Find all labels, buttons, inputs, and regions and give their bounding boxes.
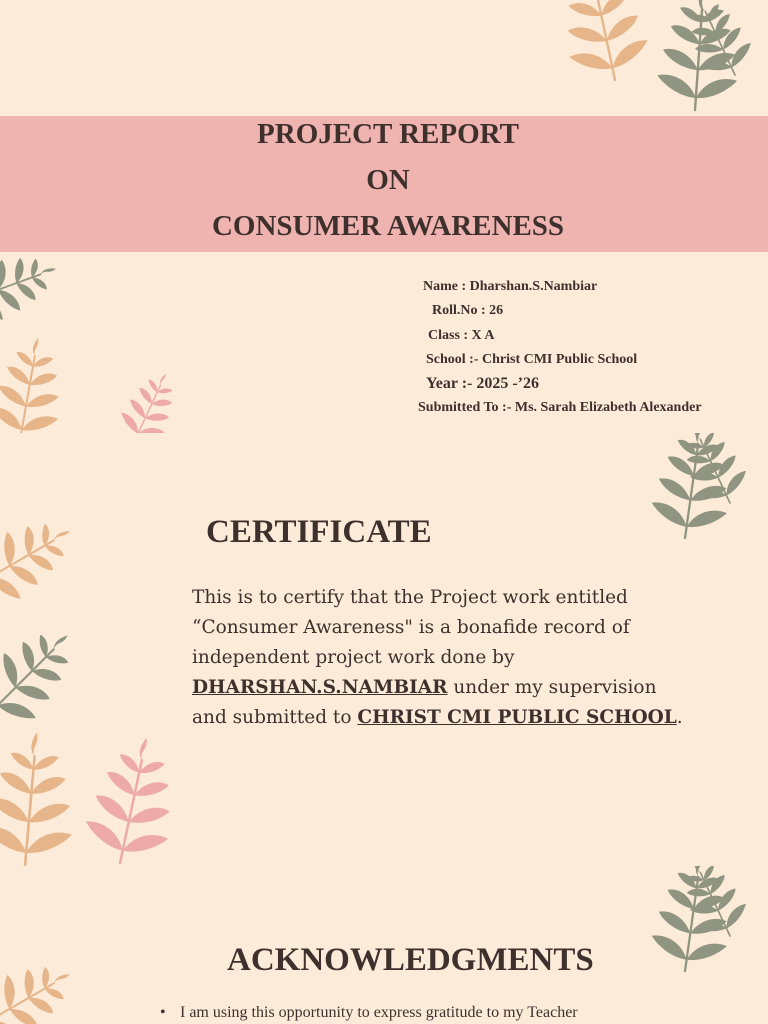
school-name-underlined: CHRIST CMI PUBLIC SCHOOL bbox=[357, 707, 677, 728]
certificate-line-1: This is to certify that the Project work entitled bbox=[192, 587, 628, 608]
leaf-branch-icon bbox=[80, 713, 160, 866]
leaf-branch-icon bbox=[0, 493, 110, 593]
leaf-branch-icon bbox=[650, 0, 768, 120]
report-title-line-3: CONSUMER AWARENESS bbox=[211, 210, 565, 242]
certificate-line-3: independent project work done by bbox=[192, 647, 515, 668]
student-name: Name : Dharshan.S.Nambiar bbox=[423, 279, 598, 294]
year-info: Year :- 2025 -’26 bbox=[426, 375, 540, 392]
certificate-line-5 bbox=[192, 707, 683, 728]
leaf-branch-icon bbox=[650, 866, 768, 986]
leaf-branch-icon bbox=[0, 330, 90, 433]
acknowledgment-item bbox=[160, 1004, 578, 1022]
bullet-icon: • bbox=[160, 1004, 166, 1021]
certificate-line-5-suffix: . bbox=[676, 707, 683, 728]
report-title-line-2: ON bbox=[366, 164, 410, 196]
class-info: Class : X A bbox=[428, 328, 495, 343]
roll-number: Roll.No : 26 bbox=[432, 303, 504, 318]
certificate-line-4 bbox=[192, 677, 657, 698]
acknowledgment-text: I am using this opportunity to express gratitude to my Teacher bbox=[180, 1004, 578, 1021]
cover-slide bbox=[0, 0, 768, 433]
leaf-branch-icon bbox=[95, 370, 175, 433]
leaf-branch-icon bbox=[0, 936, 110, 1024]
leaf-branch-icon bbox=[650, 433, 768, 553]
submitted-to: Submitted To :- Ms. Sarah Elizabeth Alexander bbox=[418, 400, 702, 415]
certificate-line-5-prefix: and submitted to bbox=[192, 707, 358, 728]
student-name-underlined: DHARSHAN.S.NAMBIAR bbox=[192, 677, 448, 698]
leaf-branch-icon bbox=[0, 603, 90, 723]
certificate-heading: CERTIFICATE bbox=[206, 514, 432, 550]
certificate-line-4-suffix: under my supervision bbox=[447, 677, 657, 698]
certificate-line-2: “Consumer Awareness" is a bonafide record of bbox=[192, 617, 630, 638]
acknowledgments-heading: ACKNOWLEDGMENTS bbox=[227, 942, 594, 978]
acknowledgments-slide bbox=[0, 866, 768, 1024]
school-info: School :- Christ CMI Public School bbox=[426, 352, 638, 367]
certificate-slide bbox=[0, 433, 768, 866]
report-title-line-1: PROJECT REPORT bbox=[257, 118, 519, 150]
leaf-branch-icon bbox=[0, 250, 60, 340]
